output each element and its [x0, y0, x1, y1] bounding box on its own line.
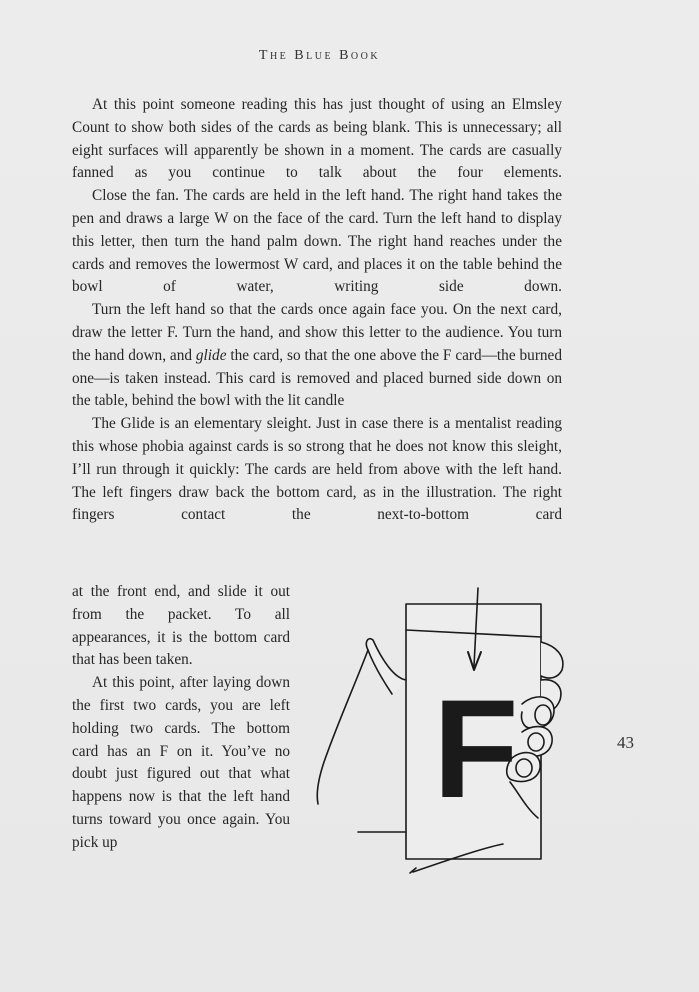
card-letter-f: F: [433, 670, 519, 827]
paragraph-close-fan: Close the fan. The cards are held in the left hand. The right hand takes the pen and draws a large W on the face of the card. Turn the left hand to display this letter, then turn the hand palm down. The right hand reaches under the cards and removes the lowermost W card, and places it on the table behind the bowl of water, writing side down.: [72, 187, 562, 296]
paragraph-turn-hand-before: Turn the left hand so that the cards once again face you. On the next card, draw the letter F. Turn the hand, and show this letter to the audience. You turn the hand down, and: [72, 301, 562, 364]
main-text: [72, 94, 562, 527]
wrapped-text: [72, 581, 290, 855]
paragraph-front-end: at the front end, and slide it out from the packet. To all appearances, it is the bottom card that has been taken.: [72, 583, 290, 669]
page-number: 43: [617, 733, 634, 752]
paragraph-turn-hand-after: the card, so that the one above the F card—the burned one—is taken instead. This card is removed and placed burned side down on the table, behind the bowl with the lit candle: [72, 346, 562, 410]
glide-illustration: [298, 582, 573, 887]
running-header: The Blue Book: [258, 48, 381, 63]
paragraph-glide: The Glide is an elementary sleight. Just in case there is a mentalist reading this whose phobia against cards is so strong that he does not know this sleight, I’ll run through it quickly: The cards are held from above with the left hand. The left fingers draw back the bottom card, as in the illustration. The right fingers contact the next-to-bottom card: [72, 415, 562, 524]
paragraph-turn-hand: [72, 299, 562, 413]
paragraph-elmsley: At this point someone reading this has just thought of using an Elmsley Count to show both sides of the cards as being blank. This is unnecessary; all eight surfaces will apparently be shown in a moment. The cards are casually fanned as you continue to talk about the four elements.: [72, 96, 562, 182]
paragraph-after-laying: At this point, after laying down the first two cards, you are left holding two cards. The bottom card has an F on it. You’ve no doubt just figured out that what happens now is that the left hand turns toward you once again. You pick up: [72, 674, 290, 851]
palm-edge: [317, 650, 368, 804]
thumb: [366, 639, 406, 694]
glide-emphasis: glide: [195, 346, 227, 364]
